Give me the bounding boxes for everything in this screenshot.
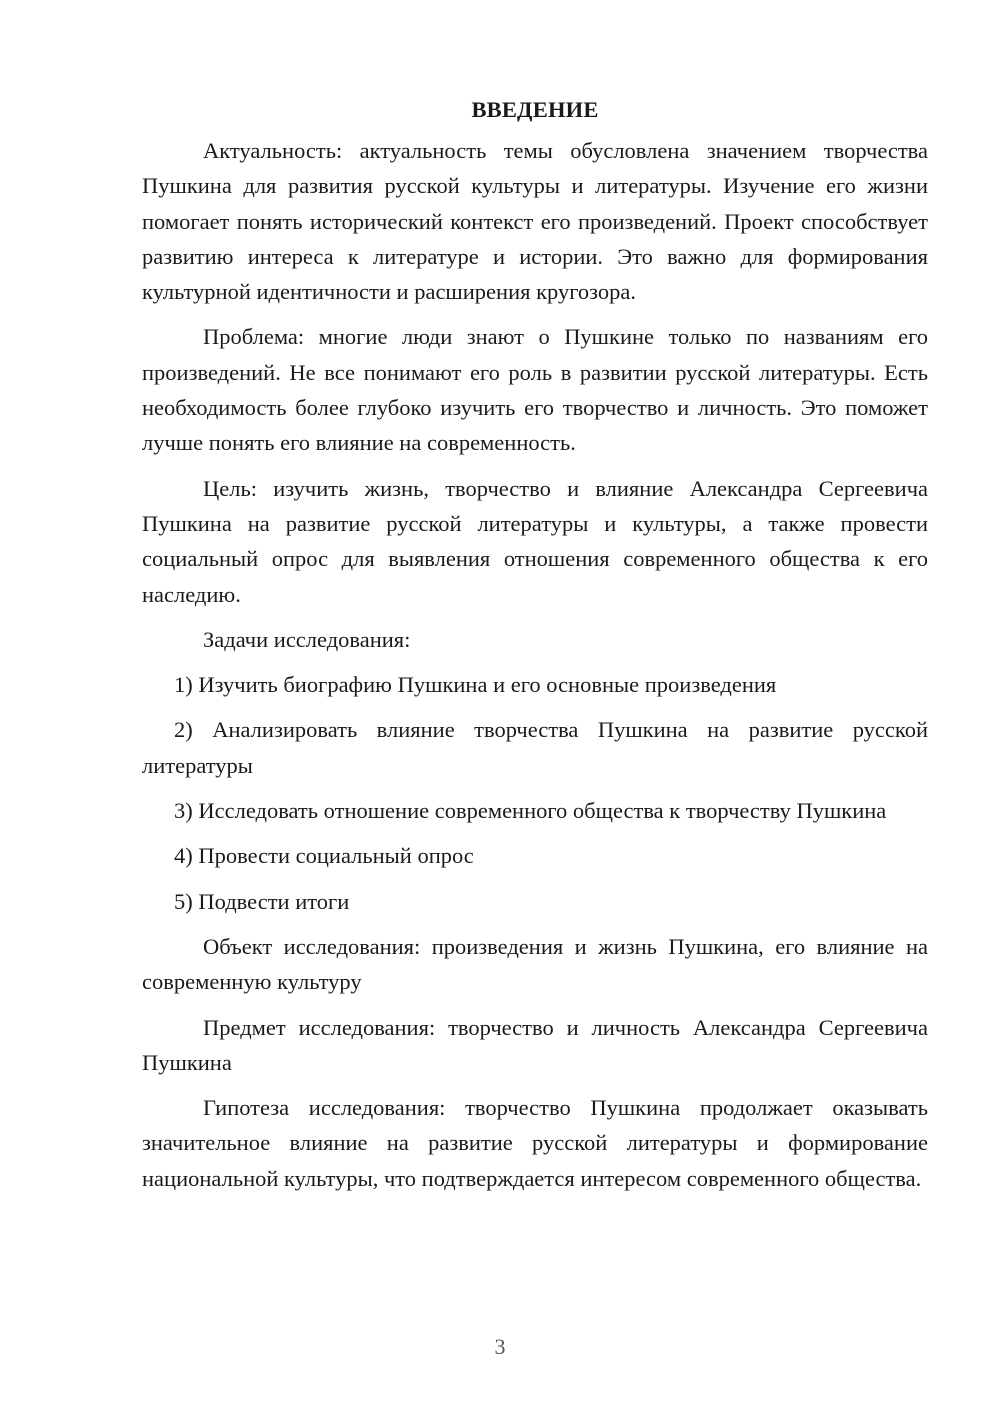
- paragraph-subject: Предмет исследования: творчество и личность Александра Сергеевича Пушкина: [142, 1014, 928, 1075]
- page-number: 3: [494, 1334, 506, 1359]
- paragraph-object: Объект исследования: произведения и жизнь Пушкина, его влияние на современную культуру: [142, 933, 928, 995]
- paragraph-relevance: Актуальность: актуальность темы обусловлена значением творчества Пушкина для развития русской культуры и литературы. Изучение его жизни помогает понять исторический контекст его произведений. Проект способствует развитию интереса к литературе и истории. Это важно для формирования культурной идентичности и расширения кругозора.: [142, 138, 928, 305]
- task-item-2: 2) Анализировать влияние творчества Пушкина на развитие русской литературы: [142, 717, 928, 778]
- paragraph-goal: Цель: изучить жизнь, творчество и влияние Александра Сергеевича Пушкина на развитие русской литературы и культуры, а также провести социальный опрос для выявления отношения современного общества к его наследию.: [142, 475, 928, 607]
- task-item-3: 3) Исследовать отношение современного общества к творчеству Пушкина: [174, 798, 887, 824]
- document-page: [142, 92, 928, 1206]
- section-title: ВВЕДЕНИЕ: [471, 97, 599, 122]
- paragraph-problem: Проблема: многие люди знают о Пушкине только по названиям его произведений. Не все понимают его роль в развитии русской литературы. Есть необходимость более глубоко изучить его творчество и личность. Это поможет лучше понять его влияние на современность.: [142, 324, 928, 456]
- paragraph-tasks-heading: Задачи исследования:: [203, 626, 411, 652]
- task-item-4: 4) Провести социальный опрос: [174, 843, 474, 869]
- task-item-1: 1) Изучить биографию Пушкина и его основные произведения: [174, 672, 777, 698]
- paragraph-hypothesis: Гипотеза исследования: творчество Пушкина продолжает оказывать значительное влияние на развитие русской литературы и формирование национальной культуры, что подтверждается интересом современного общества.: [142, 1095, 928, 1191]
- task-item-5: 5) Подвести итоги: [174, 888, 350, 914]
